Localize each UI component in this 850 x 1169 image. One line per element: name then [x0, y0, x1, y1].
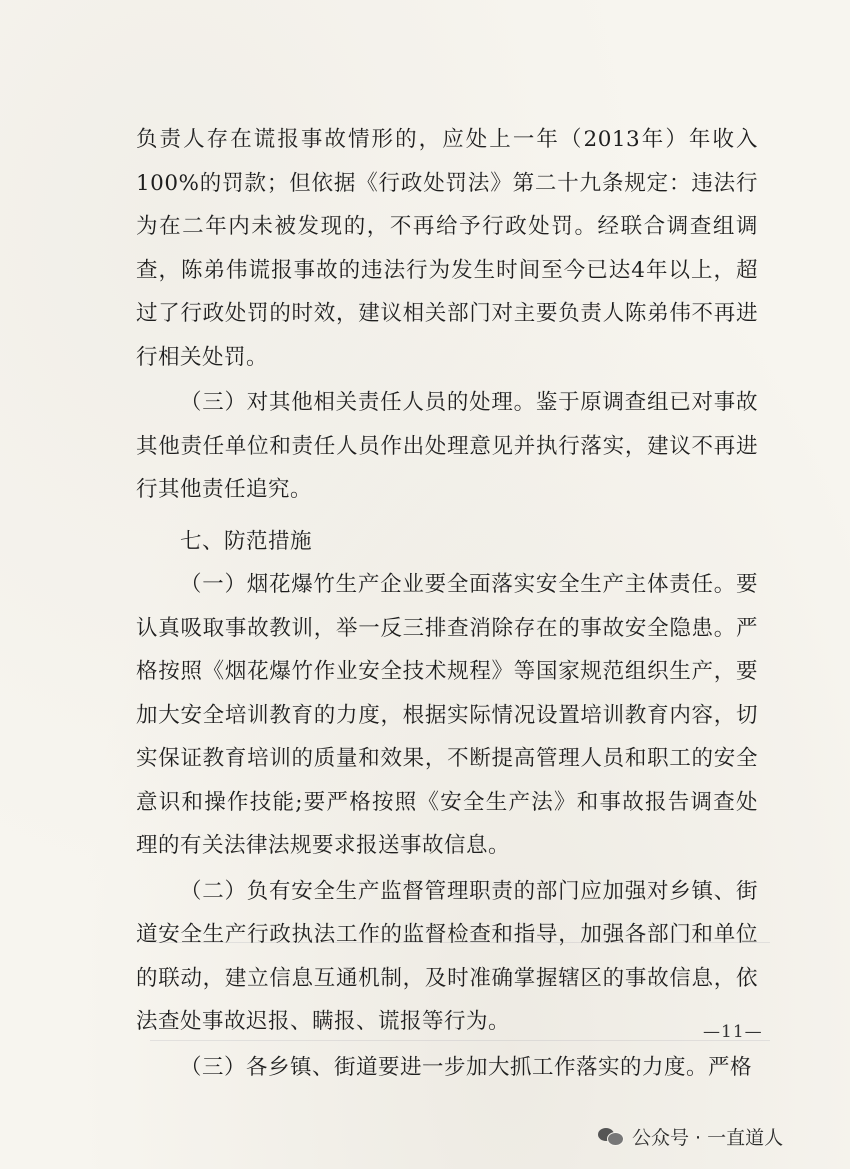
wechat-icon	[598, 1126, 624, 1146]
paragraph-measure-2: （二）负有安全生产监督管理职责的部门应加强对乡镇、街道安全生产行政执法工作的监督检查和指导，加强各部门和单位的联动，建立信息互通机制，及时准确掌握辖区的事故信息，依法查处事故迟报、瞒报、谎报等行为。	[136, 878, 758, 1034]
watermark	[598, 1120, 783, 1152]
paragraph-penalty-limitation: 负责人存在谎报事故情形的，应处上一年（2013年）年收入100%的罚款；但依据《行政处罚法》第二十九条规定：违法行为在二年内未被发现的，不再给予行政处罚。经联合调查组调查，陈弟伟谎报事故的违法行为发生时间至今已达4年以上，超过了行政处罚的时效，建议相关部门对主要负责人陈弟伟不再进行相关处罚。	[136, 127, 758, 370]
document-body	[136, 118, 758, 1089]
watermark-label: 公众号 · 一直道人	[632, 1126, 784, 1149]
paragraph-other-responsible-persons: （三）对其他相关责任人员的处理。鉴于原调查组已对事故其他责任单位和责任人员作出处理意见并执行落实，建议不再进行其他责任追究。	[136, 390, 758, 502]
paragraph-measure-1: （一）烟花爆竹生产企业要全面落实安全生产主体责任。要认真吸取事故教训，举一反三排查消除存在的事故安全隐患。严格按照《烟花爆竹作业安全技术规程》等国家规范组织生产，要加大安全培训教育的力度，根据实际情况设置培训教育内容，切实保证教育培训的质量和效果，不断提高管理人员和职工的安全意识和操作技能;要严格按照《安全生产法》和事故报告调查处理的有关法律法规要求报送事故信息。	[136, 572, 758, 858]
page-number: —11—	[703, 1022, 763, 1042]
paragraph-measure-3: （三）各乡镇、街道要进一步加大抓工作落实的力度。严格	[180, 1054, 753, 1080]
section-heading-preventive-measures: 七、防范措施	[180, 528, 313, 554]
